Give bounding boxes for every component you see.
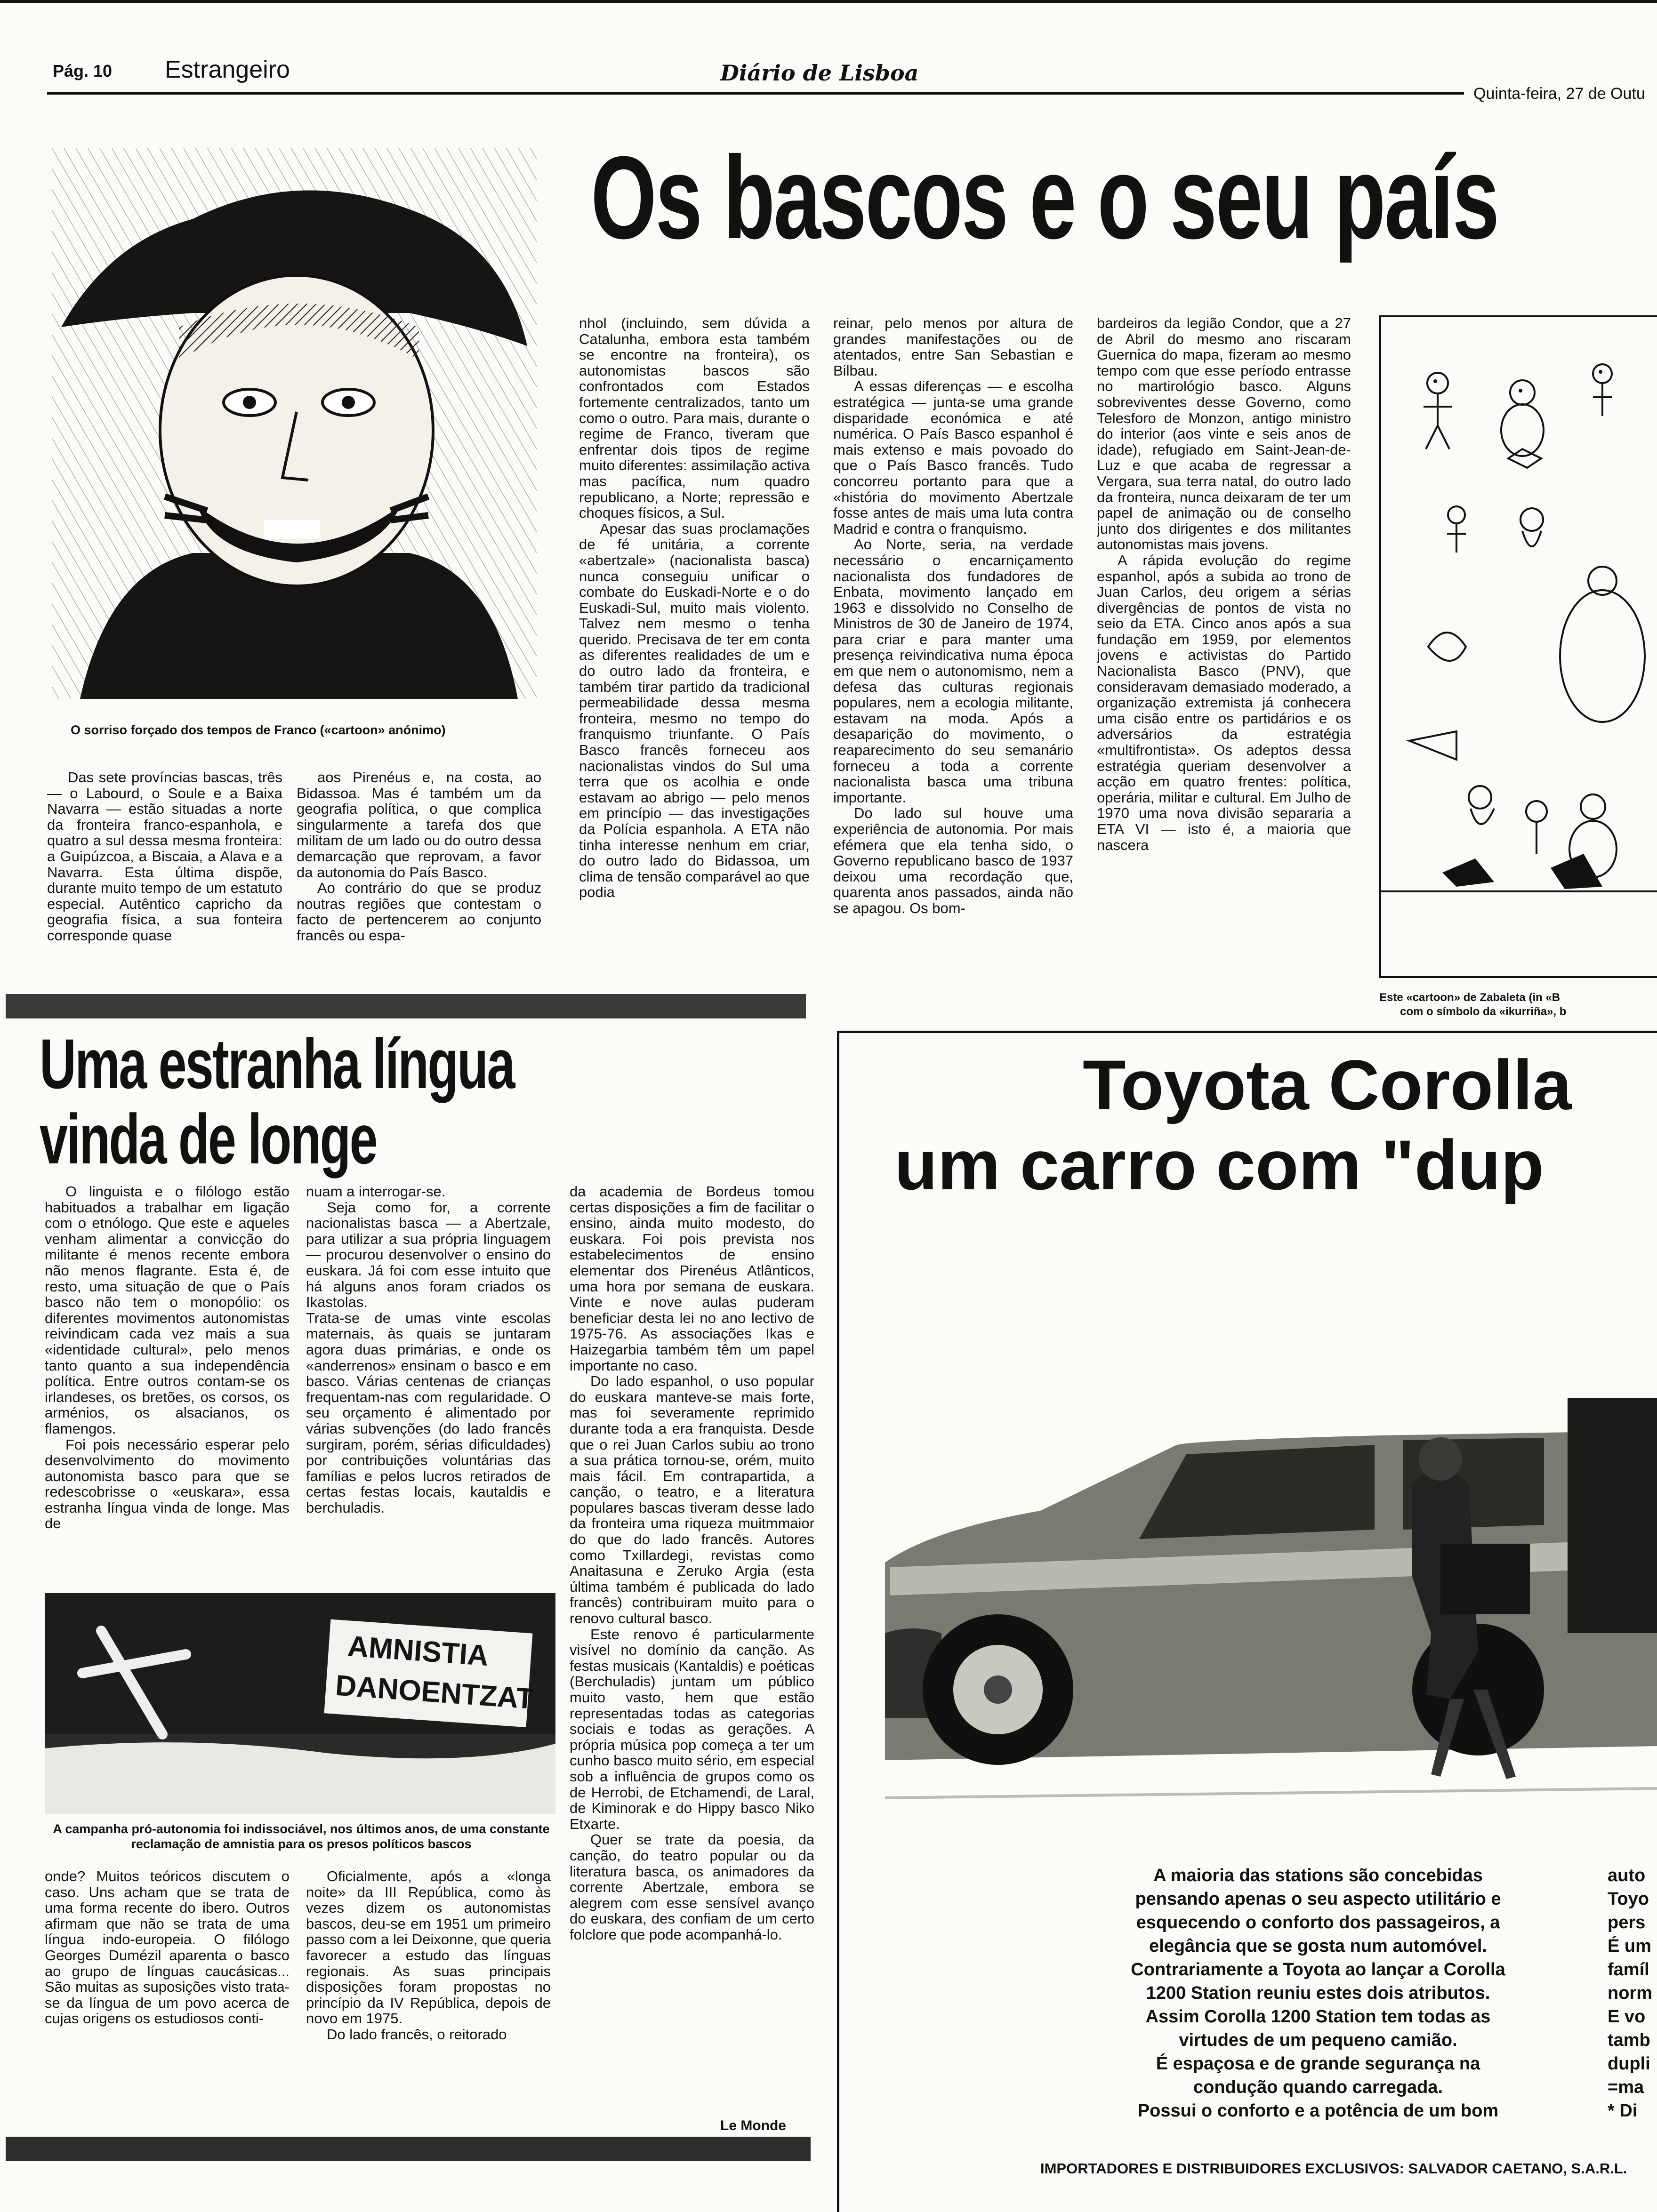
- ad-right-fragment: dupli: [1608, 2054, 1650, 2074]
- ad-body-line: elegância que se gosta num automóvel.: [1149, 1936, 1487, 1956]
- paragraph: Ao Norte, seria, na verdade necessário o encarniçamento nacionalista dos fundadores de Enbata, movimento lançado em 1963 e dissolvido no Conselho de Ministros de 30 de Janeiro de 1974, para criar e para manter uma presença reivindicativa numa época em que nem o autonomismo, nem a defesa das culturas regionais populares, nem a ecologia militante, estavam na moda. Após a desaparição do movimento, o reaparecimento do seu semanário forneceu a toda a corrente nacionalista basca uma tribuna importante.: [833, 536, 1073, 806]
- ad-body-line: pensando apenas o seu aspecto utilitário e: [1135, 1889, 1501, 1909]
- article-credit: Le Monde: [720, 2118, 786, 2133]
- ad-right-fragment: =ma: [1608, 2077, 1644, 2097]
- paragraph: Quer se trate da poesia, da canção, do teatro popular ou da literatura basca, os animadores da corrente Abertzale, embora se alegrem com esse sensível avanço do euskara, des confiam de um certo folclore que pode acompanhá-lo.: [570, 1831, 814, 1943]
- ad-body-line: 1200 Station reuniu estes dois atributos.: [1146, 1983, 1490, 2003]
- paragraph: Das sete províncias bascas, três — o Labourd, o Soule e a Baixa Navarra — estão situadas a norte da fronteira franco-espanhola, e quatro a sul dessa mesma fronteira: a Guipúzcoa, a Biscaia, a Alava e a Navarra. Esta última dispõe, durante muito tempo de um estatuto especial. Autêntico capricho da geografia física, a sua fonteira corresponde quase: [47, 769, 282, 944]
- paragraph: nuam a interrogar-se.: [306, 1184, 446, 1200]
- ad-body-line: virtudes de um pequeno camião.: [1179, 2030, 1457, 2050]
- paragraph: A rápida evolução do regime espanhol, após a subida ao trono de Juan Carlos, deu origem a sérias divergências de pontos de vista no seio da ETA. Cinco anos após a sua fundação em 1959, por elementos jovens e activistas do Partido Nacionalista Basco (PNV), que consideravam demasiado moderado, a organização extremista já conhecera uma cisão entre os partidários e os adversários da estratégia «multifrontista». Os adeptos dessa estratégia queriam desenvolver a acção em quatro frentes: política, operária, militar e cultural. Em Julho de 1970 uma nova divisão separaria a ETA VI — isto é, a maioria que nascera: [1097, 552, 1351, 853]
- paragraph: da academia de Bordeus tomou certas disposições a fim de facilitar o ensino, ainda muito modesto, do euskara. Foi pois prevista nos estabelecimentos de ensino elementar dos Pirenéus Atlânticos, uma hora por semana de euskara. Vinte e nove aulas puderam beneficiar desta lei no ano lectivo de 1975-76. As associações Ikas e Haizegarbia também têm um papel importante no caso.: [570, 1184, 814, 1374]
- paragraph: Do lado sul houve uma experiência de autonomia. Por mais efémera que ela tenha sido, o Governo republicano basco de 1937 deixou uma recordação que, quarenta anos passados, ainda não se apagou. Os bom-: [833, 805, 1073, 916]
- banner-text-danoentzat: DANOENTZAT: [334, 1669, 535, 1716]
- paragraph: Ao contrário do que se produz noutras regiões que contestam o facto de pertencerem ao conjunto francês ou espa-: [297, 880, 541, 944]
- article2-column-1b: [45, 1868, 290, 2127]
- toyota-corolla-photo: [885, 1388, 1657, 1840]
- separator-band-bottom: [6, 2137, 811, 2161]
- paragraph: A essas diferenças — e escolha estratégica — junta-se uma grande disparidade económica e até numérica. O País Basco espanhol é mais extenso e mais povoado do que o País Basco francês. Tudo concorreu portanto para que a «história do movimento Abertzale fosse antes de mais uma luta contra Madrid e contra o franquismo.: [833, 378, 1073, 537]
- franco-era-portrait-cartoon: [52, 148, 537, 699]
- paragraph: reinar, pelo menos por altura de grandes manifestações ou de atentados, entre San Sebastian e Bilbau.: [833, 315, 1073, 379]
- article2-column-2b: [306, 1868, 551, 2127]
- toyota-ad-right-column: [1608, 1864, 1657, 2123]
- toyota-importer-footer: IMPORTADORES E DISTRIBUIDORES EXCLUSIVOS: SALVADOR CAETANO, S.A.R.L.: [1040, 2160, 1627, 2177]
- article1-column-3: [579, 315, 810, 993]
- zabaleta-cartoon-illustration: [1379, 315, 1657, 978]
- toyota-ad-body-copy: [1083, 1864, 1553, 2123]
- paragraph: Do lado espanhol, o uso popular do euskara manteve-se mais forte, mas foi severamente reprimido durante toda a era franquista. Desde que o rei Juan Carlos subiu ao trono a sua prática tornou-se, orém, muito mais fácil. Em contrapartida, a canção, o teatro, e a literatura populares bascas tiveram desse lado da fronteira uma riqueza muitmmaior do que do lado francês. Autores como Txillardegi, revistas como Anaitasuna e Zeruko Argia (esta última também é publicada do lado francês) contribuiram muito para o renovo cultural basco.: [570, 1373, 814, 1627]
- ad-body-line: É espaçosa e de grande segurança na: [1156, 2054, 1480, 2074]
- ad-body-line: A maioria das stations são concebidas: [1153, 1866, 1483, 1885]
- headline-uma-estranha-lingua: [40, 1026, 514, 1177]
- paragraph: Foi pois necessário esperar pelo desenvolvimento do movimento autonomista basco para que se redescobrisse o «euskara», essa estranha língua vinda de longe. Mas de: [45, 1436, 290, 1532]
- toyota-ad-title: [894, 1045, 1572, 1205]
- paragraph: Oficialmente, após a «longa noite» da III República, como às vezes dizem os autonomistas bascos, deu-se em 1951 um primeiro passo com a lei Deixonne, que queria favorecer a estudo das línguas regionais. As suas principais disposições foram propostas no princípio da IV República, depois de novo em 1975.: [306, 1868, 551, 2027]
- ad-body-line: esquecendo o conforto dos passageiros, a: [1136, 1913, 1500, 1932]
- article2-column-1: [45, 1184, 290, 1593]
- ad-body-line: Assim Corolla 1200 Station tem todas as: [1145, 2007, 1491, 2027]
- ad-right-fragment: famíl: [1608, 1960, 1649, 1980]
- article2-column-3: [570, 1184, 814, 2116]
- paragraph: onde? Muitos teóricos discutem o caso. Uns acham que se trata de uma forma recente do ibero. Outros afirmam que não se trata de uma língua indo-europeia. O filólogo Georges Dumézil aparenta o basco ao grupo de línguas caucásicas... São muitas as suposições visto trata-se da língua de um povo acerca de cujas origens os estudiosos conti-: [45, 1868, 290, 2027]
- section-label: Estrangeiro: [165, 56, 290, 83]
- ad-frame-top-rule: [837, 1031, 1657, 1033]
- caption-line: Este «cartoon» de Zabaleta (in «B: [1379, 991, 1560, 1004]
- page-date: Quinta-feira, 27 de Outu: [1473, 85, 1645, 103]
- ad-right-fragment: É um: [1608, 1936, 1651, 1956]
- paragraph: Seja como for, a corrente nacionalistas basca — a Abertzale, para utilizar a sua própria linguagem — procurou desenvolver o ensino do euskara. Já foi com esse intuito que há alguns anos foram criados os Ikastolas.: [306, 1199, 551, 1311]
- ad-title-line: um carro com "dup: [894, 1125, 1544, 1204]
- ad-right-fragment: norm: [1608, 1983, 1652, 2003]
- banner-text-amnistia: AMNISTIA: [346, 1630, 490, 1673]
- ad-frame-left-rule: [837, 1031, 839, 2212]
- ad-right-fragment: tamb: [1608, 2030, 1650, 2050]
- headline-line: Uma estranha língua: [40, 1024, 514, 1103]
- ad-right-fragment: auto: [1608, 1866, 1646, 1885]
- zabaleta-cartoon-caption: [1379, 991, 1657, 1019]
- paragraph: Este renovo é particularmente visível no domínio da canção. As festas musicais (Kantaldis) e poéticas (Berchuladis) juntam um público muito vasto, hem que estão representadas todas as categorias sociais e todas as gerações. A própria música pop começa a ter um cunho basco muito sério, em especial sob a influência de grupos como os de Herrobi, de Etchamendi, de Laral, de Kiminorak e do Hippy basco Niko Etxarte.: [570, 1626, 814, 1832]
- separator-band-top: [6, 994, 806, 1018]
- paragraph: bardeiros da legião Condor, que a 27 de Abril do mesmo ano riscaram Guernica do mapa, fizeram ao mesmo tempo com que esse período entrasse no martirológio basco. Alguns sobreviventes desse Governo, como Telesforo de Monzon, antigo ministro do interior (aos vinte e seis anos de idade), refugiado em Saint-Jean-de-Luz e que acaba de regressar a Vergara, sua terra natal, do outro lado da fronteira, nunca deixaram de ter um papel de animação ou de conselho junto dos dirigentes e dos militantes autonomistas mais jovens.: [1097, 315, 1351, 553]
- paragraph: nhol (incluindo, sem dúvida a Catalunha, embora esta também se encontre na fronteira), os autonomistas bascos são confrontados com Estados fortemente centralizados, tanto um como o outro. Para mais, durante o regime de Franco, tiveram que enfrentar dois tipos de regime muito diferentes: assimilação activa mas pacífica, num quadro republicano, a Norte; repressão e choques físicos, a Sul.: [579, 315, 810, 521]
- headline-os-bascos: Os bascos e o seu país: [591, 132, 1498, 263]
- article2-column-2: [306, 1184, 551, 1593]
- caption-line: com o símbolo da «ikurriña», b: [1400, 1005, 1567, 1018]
- ad-right-fragment: E vo: [1608, 2007, 1646, 2027]
- amnesty-protest-photo: [45, 1593, 555, 1814]
- article1-column-5: [1097, 315, 1351, 993]
- article1-column-1: [47, 769, 282, 991]
- ad-body-line: Possui o conforto e a potência de um bom: [1137, 2101, 1499, 2121]
- paragraph: O linguista e o filólogo estão habituados a trabalhar em ligação com o etnólogo. Que este e aqueles venham alimentar a convicção do militante é menos recente embora não menos flagrante. Esta é, de resto, uma situação de que o País basco não tem o monopólio: os diferentes movimentos autonomistas reivindicam cada vez mais a sua «identidade cultural», pelo menos tanto quanto a sua independência política. Entre outros contam-se os irlandeses, os bretões, os corsos, os arménios, os alsacianos, os flamengos.: [45, 1184, 290, 1437]
- article1-column-2: [297, 769, 541, 991]
- ad-right-fragment: Toyo: [1608, 1889, 1649, 1909]
- ad-body-line: condução quando carregada.: [1193, 2077, 1443, 2097]
- portrait-caption: O sorriso forçado dos tempos de Franco («cartoon» anónimo): [71, 723, 446, 737]
- ad-right-fragment: * Di: [1608, 2101, 1638, 2121]
- article1-column-4: [833, 315, 1073, 993]
- paragraph: Trata-se de umas vinte escolas maternais, às quais se juntaram agora duas primárias, e onde os «anderrenos» ensinam o basco e em basco. Várias centenas de crianças frequentam-nas com regularidade. O seu orçamento é alimentado por várias subvenções (do lado francês surgiram, porém, sérias dificuldades) por contribuições voluntárias das famílias e pelos lucros retirados de certas festas locais, kautaldis e berchuladis.: [306, 1309, 551, 1516]
- page-number: Pág. 10: [53, 61, 113, 80]
- photo-caption: A campanha pró-autonomia foi indissociável, nos últimos anos, de uma constante reclamação de amnistia para os presos políticos bascos: [53, 1822, 550, 1851]
- masthead-rule: [47, 92, 1464, 95]
- ad-body-line: Contrariamente a Toyota ao lançar a Corolla: [1131, 1960, 1505, 1980]
- ad-title-line: Toyota Corolla: [1083, 1045, 1572, 1124]
- paragraph: Apesar das suas proclamações de fé unitária, a corrente «abertzale» (nacionalista basca) nunca conseguiu unificar o combate do Euskadi-Norte e o do Euskadi-Sul, muito mais violento. Talvez nem mesmo o tenha querido. Precisava de ter em conta as diferentes realidades de um e do outro lado da fronteira, e também tirar partido da tradicional permeabilidade dessa mesma fronteira, mesmo no tempo do franquismo triunfante. O País Basco francês forneceu aos nacionalistas vindos do Sul uma terra que os acolhia e onde estavam ao abrigo — pelo menos em princípio — das investigações da Polícia espanhola. A ETA não tinha interesse nenhum em criar, do outro lado do Bidassoa, um clima de tensão comparável ao que podia: [579, 520, 810, 901]
- paragraph: Do lado francês, o reitorado: [327, 2026, 507, 2043]
- newspaper-name: Diário de Lisboa: [720, 60, 919, 86]
- headline-line: vinda de longe: [40, 1099, 377, 1178]
- ad-right-fragment: pers: [1608, 1913, 1646, 1932]
- top-border: [0, 0, 1657, 3]
- paragraph: aos Pirenéus e, na costa, ao Bidassoa. Mas é também um da geografia política, o que complica singularmente a tarefa dos que militam de um lado ou do outro dessa demarcação que reprovam, a favor da autonomia do País Basco.: [297, 769, 541, 881]
